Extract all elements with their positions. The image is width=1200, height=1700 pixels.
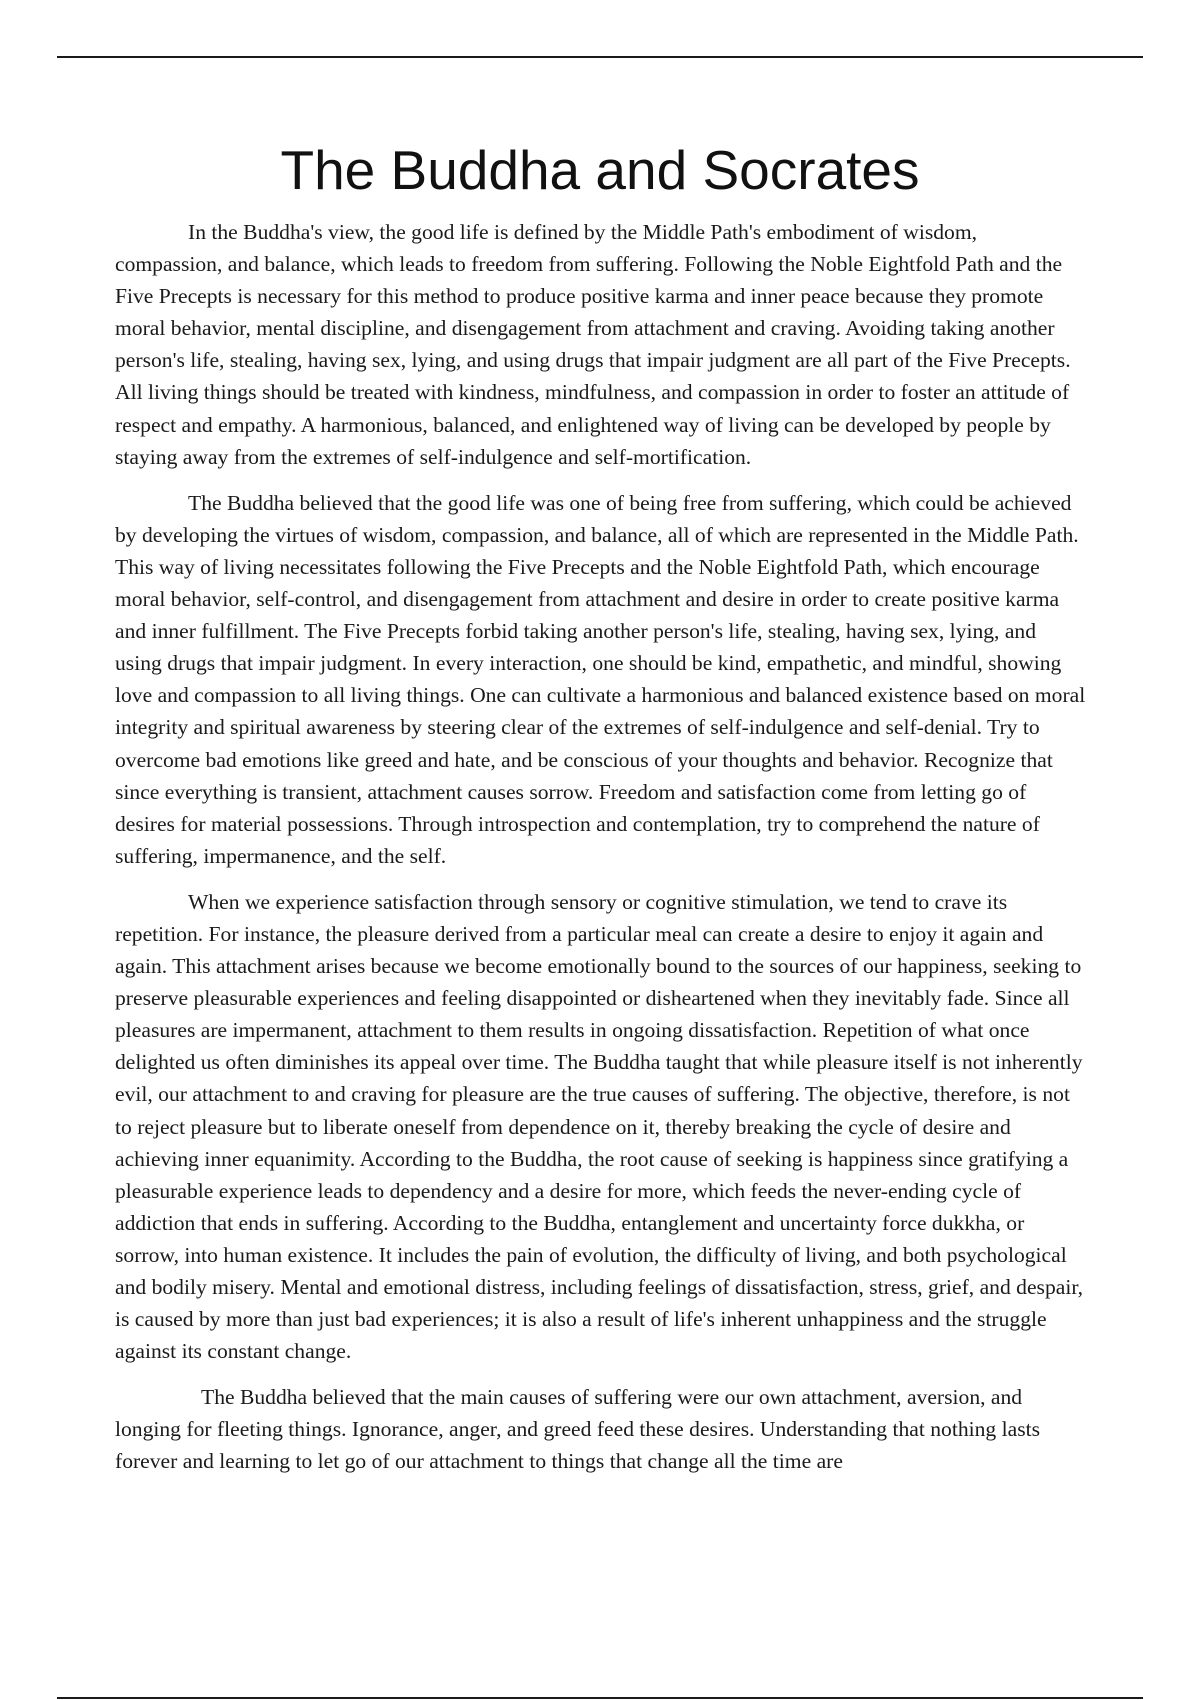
paragraph-3: When we experience satisfaction through sensory or cognitive stimulation, we tend to crave its repetition. For instance, the pleasure derived from a particular meal can create a desire to enjoy it again and again. This attachment arises because we become emotionally bound to the sources of our happiness, seeking to preserve pleasurable experiences and feeling disappointed or disheartened when they inevitably fade. Since all pleasures are impermanent, attachment to them results in ongoing dissatisfaction. Repetition of what once delighted us often diminishes its appeal over time. The Buddha taught that while pleasure itself is not inherently evil, our attachment to and craving for pleasure are the true causes of suffering. The objective, therefore, is not to reject pleasure but to liberate oneself from dependence on it, thereby breaking the cycle of desire and achieving inner equanimity. According to the Buddha, the root cause of seeking is happiness since gratifying a pleasurable experience leads to dependency and a desire for more, which feeds the never-ending cycle of addiction that ends in suffering. According to the Buddha, entanglement and uncertainty force dukkha, or sorrow, into human existence. It includes the pain of evolution, the difficulty of living, and both psychological and bodily misery. Mental and emotional distress, including feelings of dissatisfaction, stress, grief, and despair, is caused by more than just bad experiences; it is also a result of life's inherent unhappiness and the struggle against its constant change. bbox=[115, 889, 1084, 1364]
paragraph-1: In the Buddha's view, the good life is defined by the Middle Path's embodiment of wisdom, compassion, and balance, which leads to freedom from suffering. Following the Noble Eightfold Path and the Five Precepts is necessary for this method to produce positive karma and inner peace because they promote moral behavior, mental discipline, and disengagement from attachment and craving. Avoiding taking another person's life, stealing, having sex, lying, and using drugs that impair judgment are all part of the Five Precepts. All living things should be treated with kindness, mindfulness, and compassion in order to foster an attitude of respect and empathy. A harmonious, balanced, and enlightened way of living can be developed by people by staying away from the extremes of self-indulgence and self-mortification. bbox=[115, 220, 1071, 469]
page-top-rule bbox=[57, 56, 1143, 58]
document-body bbox=[115, 216, 1087, 1492]
paragraph-4: The Buddha believed that the main causes of suffering were our own attachment, aversion, and longing for fleeting things. Ignorance, anger, and greed feed these desires. Understanding that nothing lasts forever and learning to let go of our attachment to things that change all the time are bbox=[115, 1385, 1040, 1474]
paragraph-2: The Buddha believed that the good life was one of being free from suffering, which could be achieved by developing the virtues of wisdom, compassion, and balance, all of which are represented in the Middle Path. This way of living necessitates following the Five Precepts and the Noble Eightfold Path, which encourage moral behavior, self-control, and disengagement from attachment and desire in order to create positive karma and inner fulfillment. The Five Precepts forbid taking another person's life, stealing, having sex, lying, and using drugs that impair judgment. In every interaction, one should be kind, empathetic, and mindful, showing love and compassion to all living things. One can cultivate a harmonious and balanced existence based on moral integrity and spiritual awareness by steering clear of the extremes of self-indulgence and self-denial. Try to overcome bad emotions like greed and hate, and be conscious of your thoughts and behavior. Recognize that since everything is transient, attachment causes sorrow. Freedom and satisfaction come from letting go of desires for material possessions. Through introspection and contemplation, try to comprehend the nature of suffering, impermanence, and the self. bbox=[115, 490, 1086, 868]
page-title: The Buddha and Socrates bbox=[280, 139, 920, 201]
page-bottom-rule bbox=[57, 1697, 1143, 1699]
